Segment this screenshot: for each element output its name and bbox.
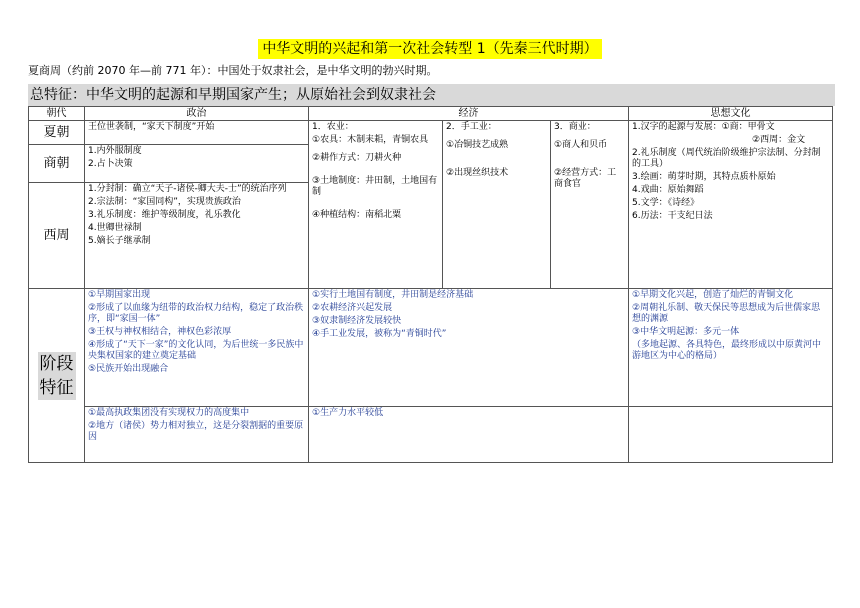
commerce-heading: 3．商业： — [554, 122, 596, 132]
header-culture: 思想文化 — [629, 107, 833, 121]
zhou-item: 3.礼乐制度：维护等级制度，礼乐教化 — [88, 210, 241, 220]
era-shang: 商朝 — [29, 145, 85, 183]
culture-cell — [629, 121, 833, 289]
zhou-item: 2.宗法制：“家国同构”，实现贵族政治 — [88, 197, 241, 207]
stage-item: ③奴隶制经济发展较快 — [312, 316, 402, 326]
commerce-item: ②经营方式：工商食官 — [554, 168, 617, 189]
stage-item: ②农耕经济兴起发展 — [312, 303, 393, 313]
row-limits — [29, 407, 833, 463]
row-stage — [29, 289, 833, 407]
stage-item: ⑤民族开始出现融合 — [88, 364, 169, 374]
era-zhou: 西周 — [29, 183, 85, 289]
history-table — [28, 106, 833, 463]
agri-item: ④种植结构：南稻北粟 — [312, 210, 402, 220]
handicraft-item: ②出现丝织技术 — [446, 168, 509, 178]
zhou-item: 5.嫡长子继承制 — [88, 236, 151, 246]
intro-text: 夏商周（约前 2070 年—前 771 年）：中国处于奴隶社会，是中华文明的勃兴时期。 — [28, 64, 438, 77]
agri-item: ①农具：木制耒耜，青铜农具 — [312, 135, 429, 145]
limit-item: ②地方（诸侯）势力相对独立，这是分裂割据的重要原因 — [88, 421, 304, 442]
agri-item: ②耕作方式：刀耕火种 — [312, 153, 402, 163]
stage-item: ①早期文化兴起，创造了灿烂的青铜文化 — [632, 290, 794, 300]
culture-item: 4.戏曲：原始舞蹈 — [632, 185, 704, 195]
stage-item: ②形成了以血缘为纽带的政治权力结构，稳定了政治秩序，即“家国一体” — [88, 303, 304, 324]
stage-item: ④手工业发展，被称为“青铜时代” — [312, 329, 447, 339]
header-row — [29, 107, 833, 121]
shang-item: 2.占卜决策 — [88, 159, 133, 169]
economy-agriculture — [309, 121, 443, 289]
stage-item: ①早期国家出现 — [88, 290, 151, 300]
handicraft-item: ①冶铜技艺成熟 — [446, 140, 509, 150]
zhou-item: 1.分封制：确立“天子-诸侯-卿大夫-士”的统治序列 — [88, 184, 287, 194]
row-xia — [29, 121, 833, 145]
header-era: 朝代 — [29, 107, 85, 121]
culture-item: 5.文学：《诗经》 — [632, 198, 700, 208]
stage-item: ④形成了“天下一家”的文化认同，为后世统一多民族中央集权国家的建立奠定基础 — [88, 340, 304, 361]
shang-item: 1.内外服制度 — [88, 146, 142, 156]
limits-culture — [629, 407, 833, 463]
stage-item: ③王权与神权相结合，神权色彩浓厚 — [88, 327, 232, 337]
stage-label-line: 阶段 — [39, 353, 74, 374]
limits-politics — [85, 407, 309, 463]
title-wrap — [0, 38, 860, 59]
stage-label-cell — [29, 289, 85, 463]
limit-item: ①生产力水平较低 — [312, 408, 384, 418]
summary-banner: 总特征：中华文明的起源和早期国家产生；从原始社会到奴隶社会 — [28, 84, 835, 106]
stage-label-line: 特征 — [39, 377, 74, 398]
shang-politics — [85, 145, 309, 183]
limit-item: ①最高执政集团没有实现权力的高度集中 — [88, 408, 250, 418]
header-politics: 政治 — [85, 107, 309, 121]
stage-economy — [309, 289, 629, 407]
commerce-item: ①商人和贝币 — [554, 140, 608, 150]
culture-item: ②西周：金文 — [752, 135, 806, 145]
zhou-item: 4.世卿世禄制 — [88, 223, 142, 233]
culture-item: 1.汉字的起源与发展：①商：甲骨文 — [632, 122, 775, 132]
era-xia: 夏朝 — [29, 121, 85, 145]
stage-item: ①实行土地国有制度，井田制是经济基础 — [312, 290, 474, 300]
stage-culture — [629, 289, 833, 407]
culture-item: 6.历法：干支纪日法 — [632, 211, 713, 221]
economy-commerce — [551, 121, 629, 289]
stage-label — [38, 352, 76, 400]
header-economy: 经济 — [309, 107, 629, 121]
culture-item: 3.绘画：萌芽时期，其特点质朴原始 — [632, 172, 776, 182]
xia-politics: 王位世袭制，“家天下制度”开始 — [85, 121, 309, 145]
stage-item: ③中华文明起源：多元一体 — [632, 327, 740, 337]
stage-item: ②周朝礼乐制、敬天保民等思想成为后世儒家思想的渊源 — [632, 303, 821, 324]
economy-handicraft — [443, 121, 551, 289]
zhou-politics — [85, 183, 309, 289]
stage-politics — [85, 289, 309, 407]
agri-item: ③土地制度：井田制，土地国有制 — [312, 176, 438, 197]
agri-heading: 1．农业： — [312, 122, 354, 132]
stage-item: （多地起源、各具特色，最终形成以中原黄河中游地区为中心的格局） — [632, 340, 822, 361]
document-title: 中华文明的兴起和第一次社会转型 1（先秦三代时期） — [258, 39, 601, 59]
limits-economy — [309, 407, 629, 463]
handicraft-heading: 2．手工业： — [446, 122, 497, 132]
culture-item: 2.礼乐制度（周代统治阶级维护宗法制、分封制的工具） — [632, 148, 821, 169]
